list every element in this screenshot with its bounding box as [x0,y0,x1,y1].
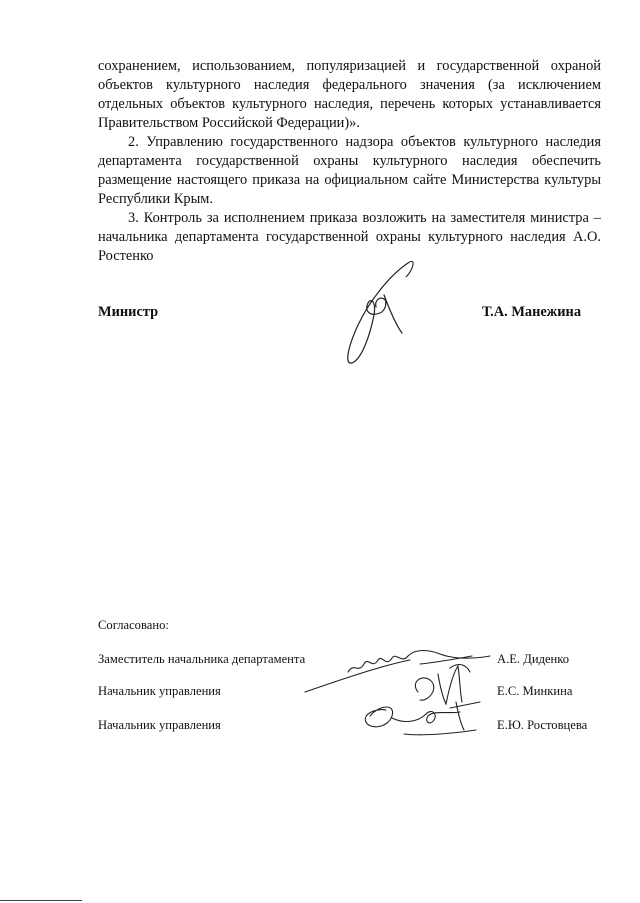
approval-name-3: Е.Ю. Ростовцева [497,718,588,732]
approval-position-3: Начальник управления [98,718,221,732]
signer-name: Т.А. Манежина [482,304,582,320]
minister-signature [330,255,420,370]
paragraph-3: 3. Контроль за исполнением приказа возложить на заместителя министра – начальника департамента государственной охраны культурного наследия А.О. Ростенко [98,210,601,264]
paragraph-1: сохранением, использованием, популяризацией и государственной охраной объектов культурного наследия федерального значения (за исключением отдельных объектов культурного наследия, перечень которых устанавливается Правительством Российской Федерации)». [98,58,601,131]
approval-name-2: Е.С. Минкина [497,684,573,698]
approval-name-1: А.Е. Диденко [497,652,570,666]
approval-signatures [300,644,500,744]
signer-position: Министр [98,304,159,320]
document-body [98,57,601,266]
footer-line [0,900,82,901]
approval-position-2: Начальник управления [98,684,221,698]
approval-heading: Согласовано: [98,618,169,632]
approval-position-1: Заместитель начальника департамента [98,652,306,666]
paragraph-2: 2. Управлению государственного надзора объектов культурного наследия департамента государственной охраны культурного наследия обеспечить размещение настоящего приказа на официальном сайте Министерства культуры Республики Крым. [98,134,601,207]
